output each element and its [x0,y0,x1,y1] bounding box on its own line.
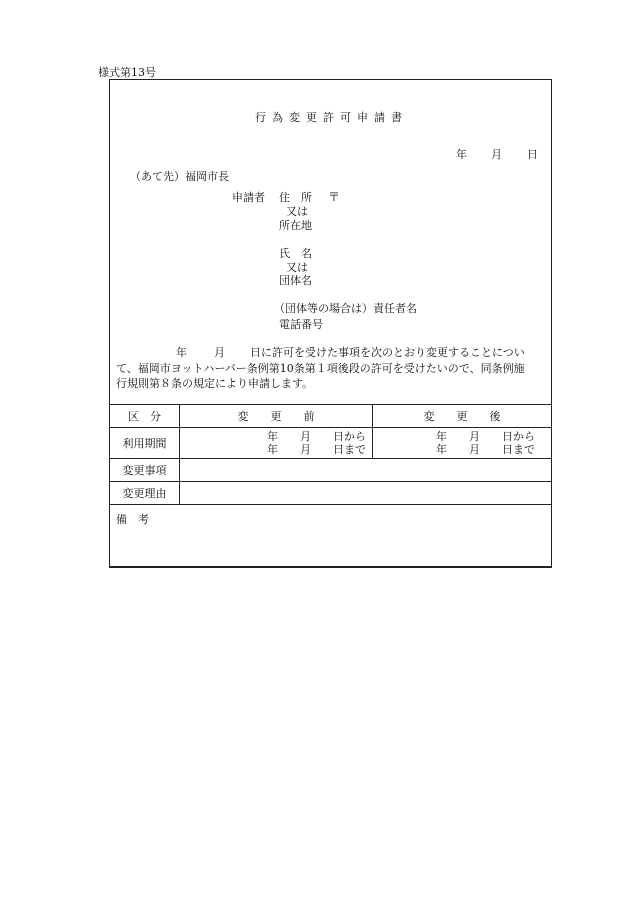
address-label: 住 所 [279,191,312,204]
application-form-frame [109,79,552,567]
change-items-row [110,459,552,482]
organization-label: 団体名 [279,274,312,287]
period-label: 利用期間 [110,428,180,459]
body-text-line2: て、福岡市ヨットハーバー条例第10条第１項後段の許可を受けたいので、同条例施 [116,362,525,375]
remarks-cell[interactable] [110,505,552,568]
change-table [109,404,552,568]
or-label-1: 又は [286,205,308,218]
body-year: 年 [176,346,187,359]
period-before [180,428,373,459]
date-year-label: 年 [456,148,467,161]
body-month: 月 [214,346,225,359]
form-number: 様式第13号 [98,66,156,79]
location-label: 所在地 [279,219,312,232]
postal-mark: 〒 [328,190,341,204]
addressee: （あて先）福岡市長 [130,170,229,183]
phone-label: 電話番号 [279,318,323,331]
period-before-from: 年 月 日から [267,430,366,443]
change-items-field[interactable] [180,459,552,482]
change-items-label: 変更事項 [110,459,180,482]
applicant-label: 申請者 [232,191,265,204]
period-after-from: 年 月 日から [436,430,535,443]
period-row [110,428,552,459]
document-title: 行為変更許可申請書 [255,111,408,124]
header-before: 変 更 前 [180,405,373,428]
name-label: 氏 名 [279,247,312,260]
table-header-row [110,405,552,428]
body-text-line3: 行規則第８条の規定により申請します。 [116,377,314,390]
period-before-to: 年 月 日まで [267,443,366,456]
or-label-2: 又は [286,261,308,274]
period-after [373,428,552,459]
period-after-to: 年 月 日まで [436,443,535,456]
header-after: 変 更 後 [373,405,552,428]
remarks-row [110,505,552,568]
body-text-line1: 日に許可を受けた事項を次のとおり変更することについ [250,346,525,359]
representative-label: （団体等の場合は）責任者名 [274,302,417,315]
remarks-label: 備 考 [116,513,149,526]
change-reason-field[interactable] [180,482,552,505]
date-day-label: 日 [527,148,538,161]
change-reason-label: 変更理由 [110,482,180,505]
header-category: 区 分 [110,405,180,428]
change-reason-row [110,482,552,505]
date-month-label: 月 [491,148,502,161]
